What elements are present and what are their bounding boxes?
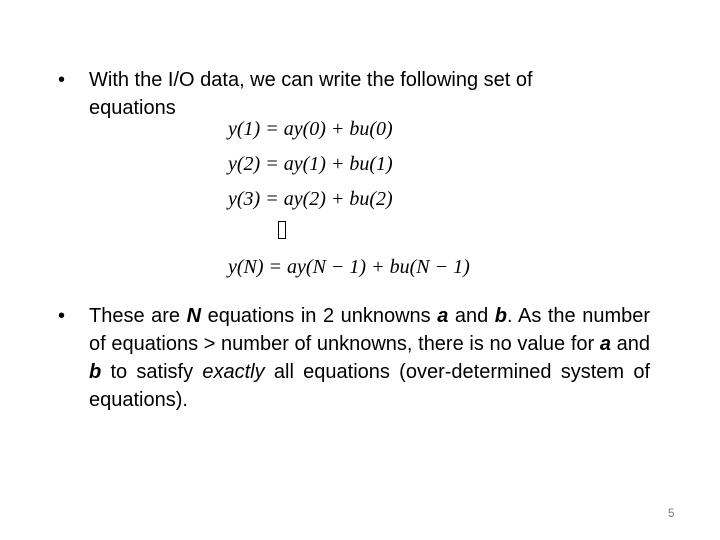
equation-rhs: = ay(0) + bu(0) — [265, 118, 393, 140]
var-b: b — [89, 361, 102, 383]
equation-row — [228, 256, 470, 279]
text-run: and — [610, 333, 650, 355]
equation-lhs: y(3) — [228, 188, 261, 210]
text-run: . As the number of equations > number of unknowns, there is no value for — [89, 305, 651, 355]
bullet-io-data — [58, 66, 618, 122]
equation-row — [228, 188, 393, 211]
bullet-overdetermined — [58, 302, 650, 414]
text-run: These are — [89, 305, 187, 327]
equation-lhs: y(2) — [228, 153, 261, 175]
equation-rhs: = ay(1) + bu(1) — [265, 153, 393, 175]
text-run: and — [448, 305, 495, 327]
equation-lhs: y(N) — [228, 256, 264, 278]
bullet-text: With the I/O data, we can write the following set of equations — [89, 69, 533, 119]
text-run: equations in 2 unknowns — [201, 305, 438, 327]
var-n: N — [186, 305, 202, 327]
bullet-marker: • — [58, 69, 66, 91]
equation-lhs: y(1) — [228, 118, 261, 140]
equation-block — [228, 118, 548, 280]
var-a: a — [599, 333, 611, 355]
emphasis-exactly: exactly — [202, 361, 265, 383]
var-b: b — [494, 305, 507, 327]
text-run: to satisfy — [101, 361, 203, 383]
equation-rhs: = ay(N − 1) + bu(N − 1) — [268, 256, 470, 278]
equation-row — [228, 153, 393, 176]
bullet-text — [58, 302, 650, 414]
page-number: 5 — [668, 506, 675, 520]
text-run: all equations (over-determined system of equations). — [89, 361, 650, 411]
equation-rhs: = ay(2) + bu(2) — [265, 188, 393, 210]
var-a: a — [437, 305, 449, 327]
equation-row — [228, 118, 393, 141]
bullet-marker: • — [58, 305, 66, 327]
missing-glyph-box — [278, 221, 286, 239]
